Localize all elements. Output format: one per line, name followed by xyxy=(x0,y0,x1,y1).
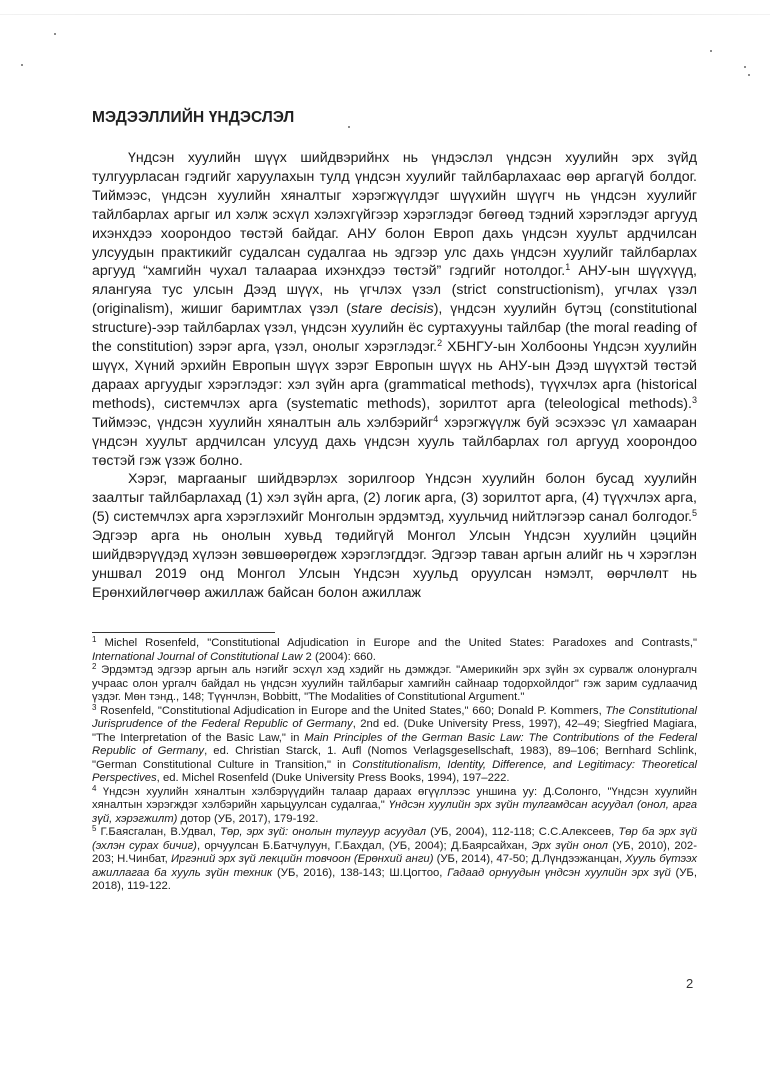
text-run: Эдгээр арга нь онолын хувьд төдийгүй Монгол Улсын Үндсэн хуулийн цэцийн шийдвэрүүдэд хүлээн зөвшөөрөгдөж хэрэглэгддэг. Эдгээр таван аргын алийг нь ч хэрэглэн уншвал 2019 онд Монгол Улсын Үндсэн хуульд оруулсан нэмэлт, өөрчлөлт нь Ерөнхийлөгчөөр ажиллаж байсан болон ажиллаж xyxy=(92,528,697,601)
footnote-2 xyxy=(92,664,697,705)
italic-text: Эрх зүйн онол xyxy=(531,839,608,852)
footnote-ref: 5 xyxy=(691,508,697,519)
footnote-ref: 4 xyxy=(433,413,439,424)
italic-text: The Constitutional Jurisprudence of the Federal Republic of Germany xyxy=(92,704,697,730)
italic-text: Үндсэн хуулийн эрх зүйн тулгамдсан асуудал (онол, арга зүй, хэрэгжилт) xyxy=(92,799,697,825)
body-text xyxy=(92,149,697,603)
footnote-5 xyxy=(92,826,697,894)
footnote-1 xyxy=(92,637,697,664)
scan-speck xyxy=(744,66,746,68)
text-run: Г.Баясгалан, В.Удвал, xyxy=(96,826,220,838)
text-run: хэрэгжүүлж буй эсэхээс үл хамааран үндсэн хуульт ардчилсан улсууд дахь үндсэн хууль тайлбарлах гол аргууд хоорондоо төстэй гэж үзэж болно. xyxy=(92,414,697,469)
italic-text: stare decisis xyxy=(350,301,434,318)
footnote-3 xyxy=(92,702,697,786)
text-run: , ed. Christian Starck, 1. Aufl (Nomos Verlagsgesellschaft, 1983), 89–106; Bernhard Schlink, "German Constitutional Culture in Transition," in xyxy=(92,745,697,771)
scan-edge-line xyxy=(0,14,770,15)
scan-speck xyxy=(348,126,350,128)
footnote-ref: 3 xyxy=(92,702,97,712)
text-run: (УБ, 2016), 138-143; Ш.Цогтоо, xyxy=(272,866,448,879)
italic-text: Төр ба эрх зүй (эхлэн сурах бичиг) xyxy=(92,826,697,852)
text-run: Michel Rosenfeld, "Constitutional Adjudication in Europe and the United States: Paradoxes and Contrasts," xyxy=(96,637,697,649)
italic-text: Хууль бүтээх ажиллагаа ба хууль зүйн техник xyxy=(92,853,697,879)
text-run: (УБ, 2004), 112-118; С.С.Алексеев, xyxy=(425,826,619,838)
footnote-ref: 1 xyxy=(92,635,97,644)
text-run: Rosenfeld, "Constitutional Adjudication in Europe and the United States," 660; Donald P. Kommers, xyxy=(96,704,606,717)
text-run: АНУ-ын шүүхүүд, ялангуяа тус улсын Дээд шүүх, нь үгчлэх үзэл (strict constructionism), угчлах үзэл (originalism), жишиг баримтлах үзэл ( xyxy=(92,263,698,318)
italic-text: Төр, эрх зүй: онолын тулгуур асуудал xyxy=(219,826,426,838)
footnote-ref: 4 xyxy=(92,783,97,793)
text-run: (УБ, 2010), 202-203; Н.Чинбат, xyxy=(92,839,697,865)
text-run: 2 (2004): 660. xyxy=(302,650,376,663)
text-run: Үндсэн хуулийн шүүх шийдвэрийнх нь үндэслэл үндсэн хуулийн эрх зүйд тулгуурласан гэдгийг харуулахын тулд үндсэн хуулийг тайлбарлахаас өөр аргагүй болдог. Тиймээс, үндсэн хуулийн хяналтыг хэрэгжүүлдэг шүүхийн шүүгч нь үндсэн хуулийг тайлбарлах аргыг ил хэлж эсхүл хэлэхгүйгээр хэрэглэдэг бөгөөд тэдний хэрэглэдэг аргууд ихэнхдээ хоорондоо төстэй байдаг. АНУ болон Европ дахь үндсэн хуульт ардчилсан улсуудын практикийг судалсан судалгаа нь эдгээр улс дахь үндсэн хуулийг тайлбарлах аргууд “хамгийн чухал талаараа ихэнхдээ төстэй” гэдгийг нотолдог. xyxy=(92,150,697,280)
italic-text: Main Principles of the German Basic Law: The Contributions of the Federal Republic of Germany xyxy=(92,731,697,757)
text-run: (УБ, 2018), 119-122. xyxy=(92,866,697,892)
text-run: Хэрэг, маргааныг шийдвэрлэх зорилгоор Үндсэн хуулийн болон бусад хуулийн заалтыг тайлбарлахад (1) хэл зүйн арга, (2) логик арга, (3) зорилтот арга, (4) түүхчлэх арга, (5) системчлэх арга хэрэглэхийг Монголын эрдэмтэд, хуульчид нийтлэгээр санал болгодог. xyxy=(92,471,697,526)
text-run: , 2nd ed. (Duke University Press, 1997), 42–49; Siegfried Magiara, "The Interpretation of the Basic Law," in xyxy=(92,718,697,744)
scan-speck xyxy=(54,33,56,35)
body-paragraph xyxy=(92,149,697,470)
body-paragraph xyxy=(92,470,697,602)
scan-speck xyxy=(748,74,750,76)
footnote-ref: 3 xyxy=(691,394,697,405)
text-run: Эрдэмтэд эдгээр аргын аль нэгийг эсхүл хэд хэдийг нь дэмждэг. "Америкийн эрх зүйн эх сурвалж олонургалч учраас олон ургалч байдал нь үндсэн хуулийн тайлбарыг хамгийн сайнаар тодорхойлдог" гэж зарим судлаачид үздэг. Мөн тэнд., 148; Түүнчлэн, Bobbitt, "The Modalities of Constitutional Argument." xyxy=(92,664,697,703)
text-run: дотор (УБ, 2017), 179-192. xyxy=(177,812,319,825)
footnote-ref: 2 xyxy=(437,338,443,349)
italic-text: Constitutionalism, Identity, Difference, and Legitimacy: Theoretical Perspectives xyxy=(92,758,697,784)
text-run: ), үндсэн хуулийн бүтэц (constitutional structure)-ээр тайлбарлах үзэл, үндсэн хуулийн ёс суртахууны тайлбар (the moral reading of the constitution) зэрэг арга, үзэл, онолыг хэрэглэдэг. xyxy=(92,301,697,356)
text-run: ХБНГУ-ын Холбооны Үндсэн хуулийн шүүх, Хүний эрхийн Европын шүүх зэрэг Европын шүүх нь АНУ-ын Дээд шүүхтэй төстэй дараах аргуудыг хэрэглэдэг: хэл зүйн арга (grammatical methods), түүхчлэх арга (historical methods), системчлэх арга (systematic methods), зорилтот арга (teleological methods). xyxy=(92,339,698,412)
footnote-ref: 5 xyxy=(92,824,97,833)
page-number: 2 xyxy=(686,976,694,991)
footnote-4 xyxy=(92,783,697,827)
text-run: , орчуулсан Б.Батчулуун, Г.Бахдал, (УБ, 2004); Д.Баярсайхан, xyxy=(196,839,532,852)
text-run: Үндсэн хуулийн хяналтын хэлбэрүүдийн талаар дараах өгүүллээс уншина уу: Д.Солонго, "Үндсэн хуулийн хяналтын хэрэгждэг хэлбэрийн харьцуулсан судалгаа," xyxy=(92,785,697,811)
section-heading: МЭДЭЭЛЛИЙН ҮНДЭСЛЭЛ xyxy=(92,109,295,126)
text-run: (УБ, 2014), 47-50; Д.Лүндээжанцан, xyxy=(433,853,626,865)
text-run: , ed. Michel Rosenfeld (Duke University Press Books, 1994), 197–222. xyxy=(156,772,510,784)
italic-text: International Journal of Constitutional Law xyxy=(92,650,303,663)
italic-text: Гадаад орнуудын үндсэн хуулийн эрх зүй xyxy=(447,866,671,879)
scan-speck xyxy=(21,64,23,66)
footnote-ref: 1 xyxy=(565,262,571,273)
footnotes xyxy=(92,637,697,894)
footnote-separator xyxy=(92,632,275,633)
footnote-ref: 2 xyxy=(92,662,97,671)
text-run: Тиймээс, үндсэн хуулийн хяналтын аль хэлбэрийг xyxy=(92,414,434,431)
italic-text: Иргэний эрх зүй лекцийн товчоон (Ерөнхий анги) xyxy=(170,853,434,865)
scan-speck xyxy=(710,50,712,52)
